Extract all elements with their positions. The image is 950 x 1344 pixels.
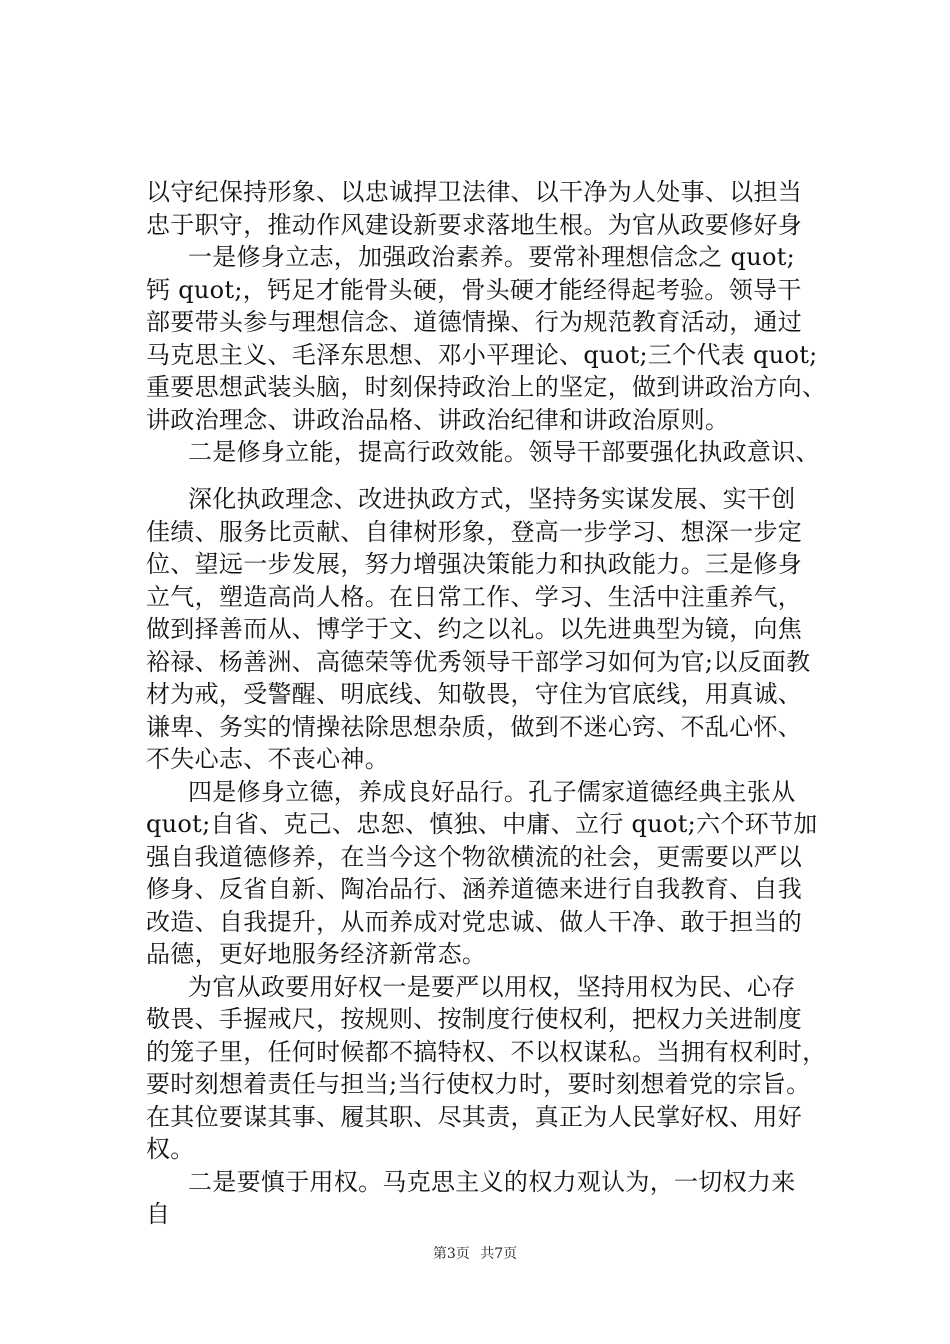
page-total: 共7页 (480, 1246, 518, 1262)
text-line: 做到择善而从、博学于文、约之以礼。以先进典型为镜，向焦 (146, 615, 803, 643)
paragraph-start-line: 为官从政要用好权一是要严以用权，坚持用权为民、心存 (188, 972, 796, 1001)
text-line: 忠于职守，推动作风建设新要求落地生根。为官从政要修好身 (146, 210, 803, 239)
text-line: 讲政治理念、讲政治品格、讲政治纪律和讲政治原则。 (146, 405, 730, 434)
text-line: 立气，塑造高尚人格。在日常工作、学习、生活中注重养气， (146, 582, 803, 611)
text-line: 强自我道德修养，在当今这个物欲横流的社会，更需要以严以 (146, 842, 803, 871)
body-text-block-1 (146, 176, 836, 469)
text-line: 改造、自我提升，从而养成对党忠诚、做人干净、敢于担当的 (146, 907, 803, 936)
text-line: 钙 quot;，钙足才能骨头硬，骨头硬才能经得起考验。领导干 (146, 275, 802, 304)
body-text-block-2 (146, 483, 836, 1231)
text-line: 权。 (146, 1135, 195, 1163)
text-line: 不失心志、不丧心神。 (146, 745, 389, 773)
page-number: 第3页 (432, 1246, 470, 1262)
text-line: 材为戒，受警醒、明底线、知敬畏，守住为官底线，用真诚、 (146, 680, 803, 708)
text-line: 部要带头参与理想信念、道德情操、行为规范教育活动，通过 (146, 308, 803, 336)
text-line: 裕禄、杨善洲、高德荣等优秀领导干部学习如何为官;以反面教 (146, 647, 811, 676)
text-line: 以守纪保持形象、以忠诚捍卫法律、以干净为人处事、以担当 (146, 178, 803, 206)
paragraph-start-line: 二是修身立能，提高行政效能。领导干部要强化执政意识、 (188, 438, 820, 466)
text-line: 修身、反省自新、陶冶品行、涵养道德来进行自我教育、自我 (146, 875, 803, 903)
paragraph-start-line: 二是要慎于用权。马克思主义的权力观认为，一切权力来 (188, 1167, 796, 1196)
paragraph-start-line: 深化执政理念、改进执政方式，坚持务实谋发展、实干创 (188, 485, 796, 513)
text-line: 的笼子里，任何时候都不搞特权、不以权谋私。当拥有权利时， (146, 1037, 827, 1066)
paragraph-start-line: 四是修身立德，养成良好品行。孔子儒家道德经典主张从 (188, 777, 796, 806)
text-line: 要时刻想着责任与担当;当行使权力时，要时刻想着党的宗旨。 (146, 1070, 811, 1098)
text-line: 佳绩、服务比贡献、自律树形象，登高一步学习、想深一步定 (146, 517, 803, 546)
text-line: 位、望远一步发展，努力增强决策能力和执政能力。三是修身 (146, 550, 803, 578)
text-line: 自 (146, 1200, 171, 1228)
text-line: 重要思想武装头脑，时刻保持政治上的坚定，做到讲政治方向、 (146, 373, 827, 401)
text-line: quot;自省、克己、忠恕、慎独、中庸、立行 quot;六个环节加 (146, 810, 818, 838)
text-line: 马克思主义、毛泽东思想、邓小平理论、quot;三个代表 quot; (146, 340, 818, 369)
paragraph-start-line: 一是修身立志，加强政治素养。要常补理想信念之 quot; (188, 243, 796, 271)
text-line: 谦卑、务实的情操祛除思想杂质，做到不迷心窍、不乱心怀、 (146, 712, 803, 741)
text-line: 在其位要谋其事、履其职、尽其责，真正为人民掌好权、用好 (146, 1102, 803, 1131)
text-line: 品德，更好地服务经济新常态。 (146, 940, 487, 968)
text-line: 敬畏、手握戒尺，按规则、按制度行使权利，把权力关进制度 (146, 1005, 803, 1033)
page-footer (0, 1243, 950, 1263)
